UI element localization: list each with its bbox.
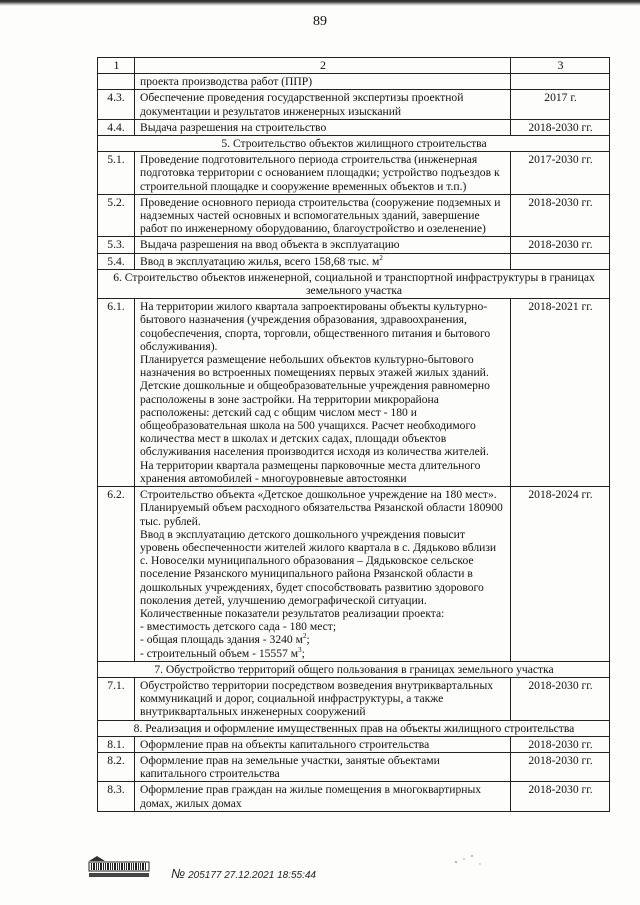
superscript: 2: [379, 253, 383, 262]
row-number: 5.2.: [98, 194, 135, 237]
table-row: [98, 253, 610, 269]
row-number: 8.3.: [98, 782, 135, 811]
paragraph: Строительство объекта «Детское дошкольное учреждение на 180 мест».: [140, 488, 497, 502]
section-row: [98, 269, 610, 298]
document-registration: 205177 27.12.2021 18:55:44: [188, 870, 316, 881]
indicator-area-end: ;: [306, 633, 310, 647]
row-term: 2018-2030 гг.: [511, 119, 610, 135]
superscript: 2: [302, 632, 307, 641]
scan-specks: [450, 852, 490, 872]
superscript: 3: [298, 645, 302, 654]
row-term: [511, 253, 610, 269]
row-term: 2018-2030 гг.: [511, 677, 610, 720]
row-description: проекта производства работ (ППР): [135, 74, 511, 90]
header-col-3: 3: [511, 58, 610, 74]
row-number: 5.3.: [98, 237, 135, 253]
table-row: [98, 299, 610, 487]
table-row: [98, 487, 610, 662]
indicator-volume-end: ;: [301, 646, 305, 660]
section-title: 6. Строительство объектов инженерной, социальной и транспортной инфраструктуры в границах земельного участка: [98, 269, 610, 298]
table-row: [98, 152, 610, 195]
plan-table: [97, 57, 610, 812]
paragraph: Ввод в эксплуатацию детского дошкольного учреждения повысит уровень обеспеченности жителей жилого квартала в с. Дядьково вблизи с. Новоселки муниципального образования – Дядьковское сельское поселение Рязанского муниципального района Рязанской области в дошкольных учреждениях, будет способствовать развитию здорового поколения детей, улучшению демографической ситуации.: [140, 527, 497, 607]
table-row: [98, 90, 610, 119]
section-row: [98, 720, 610, 736]
paragraph: Планируется размещение небольших объектов культурно-бытового назначения во встроенных помещениях первых этажей жилых зданий.: [140, 353, 489, 380]
row-number: 5.1.: [98, 152, 135, 195]
row-description: [135, 487, 511, 662]
row-number: 4.3.: [98, 90, 135, 119]
scan-top-edge: [0, 0, 640, 6]
row-description: Оформление прав граждан на жилые помещения в многоквартирных домах, жилых домах: [135, 782, 511, 811]
row-description: Выдача разрешения на строительство: [135, 119, 511, 135]
row-description: Обустройство территории посредством возведения внутриквартальных коммуникаций и дорог, социальной инфраструктуры, а также внутриквартальных инженерных сооружений: [135, 677, 511, 720]
row-term: 2018-2030 гг.: [511, 237, 610, 253]
table-row: [98, 119, 610, 135]
number-sign: №: [171, 866, 186, 881]
row-number: 7.1.: [98, 677, 135, 720]
paragraph: Количественные показатели результатов реализации проекта:: [140, 606, 445, 620]
row-description: Проведение основного периода строительства (сооружение подземных и надземных частей основных и вспомогательных зданий, завершение работ по инженерному оборудованию, благоустройство и озеленение): [135, 194, 511, 237]
indicator-area-text: - общая площадь здания - 3240 м: [140, 633, 303, 647]
row-number: 8.2.: [98, 752, 135, 781]
row-number: 6.1.: [98, 299, 135, 487]
row-term: [511, 74, 610, 90]
indicator-capacity: - вместимость детского сада - 180 мест;: [140, 620, 337, 634]
row-description: Оформление прав на земельные участки, занятые объектами капитального строительства: [135, 752, 511, 781]
row-term: 2018-2024 гг.: [511, 487, 610, 662]
row-term: 2018-2030 гг.: [511, 194, 610, 237]
row-term: 2018-2030 гг.: [511, 736, 610, 752]
row-number: 8.1.: [98, 736, 135, 752]
indicator-volume-text: - строительный объем - 15557 м: [140, 646, 299, 660]
section-title: 8. Реализация и оформление имущественных прав на объекты жилищного строительства: [98, 720, 610, 736]
paragraph: На территории квартала размещены парковочные места длительного хранения автомобилей - многоуровневые автостоянки: [140, 458, 481, 485]
indicator-area: [140, 633, 506, 646]
row-term: 2018-2030 гг.: [511, 752, 610, 781]
row-term: 2018-2030 гг.: [511, 782, 610, 811]
paragraph: Планируемый объем расходного обязательства Рязанской области 180900 тыс. рублей.: [140, 501, 503, 528]
row-description: Обеспечение проведения государственной экспертизы проектной документации и результатов инженерных изысканий: [135, 90, 511, 119]
table-row: [98, 677, 610, 720]
section-row: [98, 661, 610, 677]
table-row: [98, 74, 610, 90]
barcode-stamp-icon: [87, 855, 151, 879]
housing-commissioning-text: Ввод в эксплуатацию жилья, всего 158,68 тыс. м: [140, 254, 380, 268]
table-row: [98, 752, 610, 781]
table-row: [98, 237, 610, 253]
document-footer: [171, 866, 316, 881]
row-number: 4.4.: [98, 119, 135, 135]
section-title: 5. Строительство объектов жилищного строительства: [98, 136, 610, 152]
row-description: [135, 299, 511, 487]
header-col-1: 1: [98, 58, 135, 74]
table-header-row: [98, 58, 610, 74]
page-number: 89: [313, 14, 327, 29]
section-row: [98, 136, 610, 152]
row-description: Проведение подготовительного периода строительства (инженерная подготовка территории с основанием площадки; устройство подъездов к строительной площадке и сооружение временных объектов и т.п.): [135, 152, 511, 195]
table-row: [98, 782, 610, 811]
row-number: 5.4.: [98, 253, 135, 269]
row-description: Оформление прав на объекты капитального строительства: [135, 736, 511, 752]
table-row: [98, 194, 610, 237]
header-col-2: 2: [135, 58, 511, 74]
paragraph: Детские дошкольные и общеобразовательные учреждения равномерно расположены в зоне застройки. На территории микрорайона расположены: детский сад с общим числом мест - 180 и общеобразовательная школа на 500 учащихся. Расчет необходимого количества мест в школах и детских садах, площади объектов обслуживания населения производится исходя из количества жителей.: [140, 379, 490, 459]
row-number: 6.2.: [98, 487, 135, 662]
table-row: [98, 736, 610, 752]
section-title: 7. Обустройство территорий общего пользования в границах земельного участка: [98, 661, 610, 677]
row-term: 2017-2030 гг.: [511, 152, 610, 195]
row-description: [135, 253, 511, 269]
row-description: Выдача разрешения на ввод объекта в эксплуатацию: [135, 237, 511, 253]
paragraph: На территории жилого квартала запроектированы объекты культурно-бытового назначения (учреждения образования, здравоохранения, соцобеспечения, спорта, торговли, общественного питания и бытового обслуживания).: [140, 300, 491, 353]
row-number: [98, 74, 135, 90]
row-term: 2017 г.: [511, 90, 610, 119]
row-term: 2018-2021 гг.: [511, 299, 610, 487]
indicator-volume: [140, 647, 506, 660]
